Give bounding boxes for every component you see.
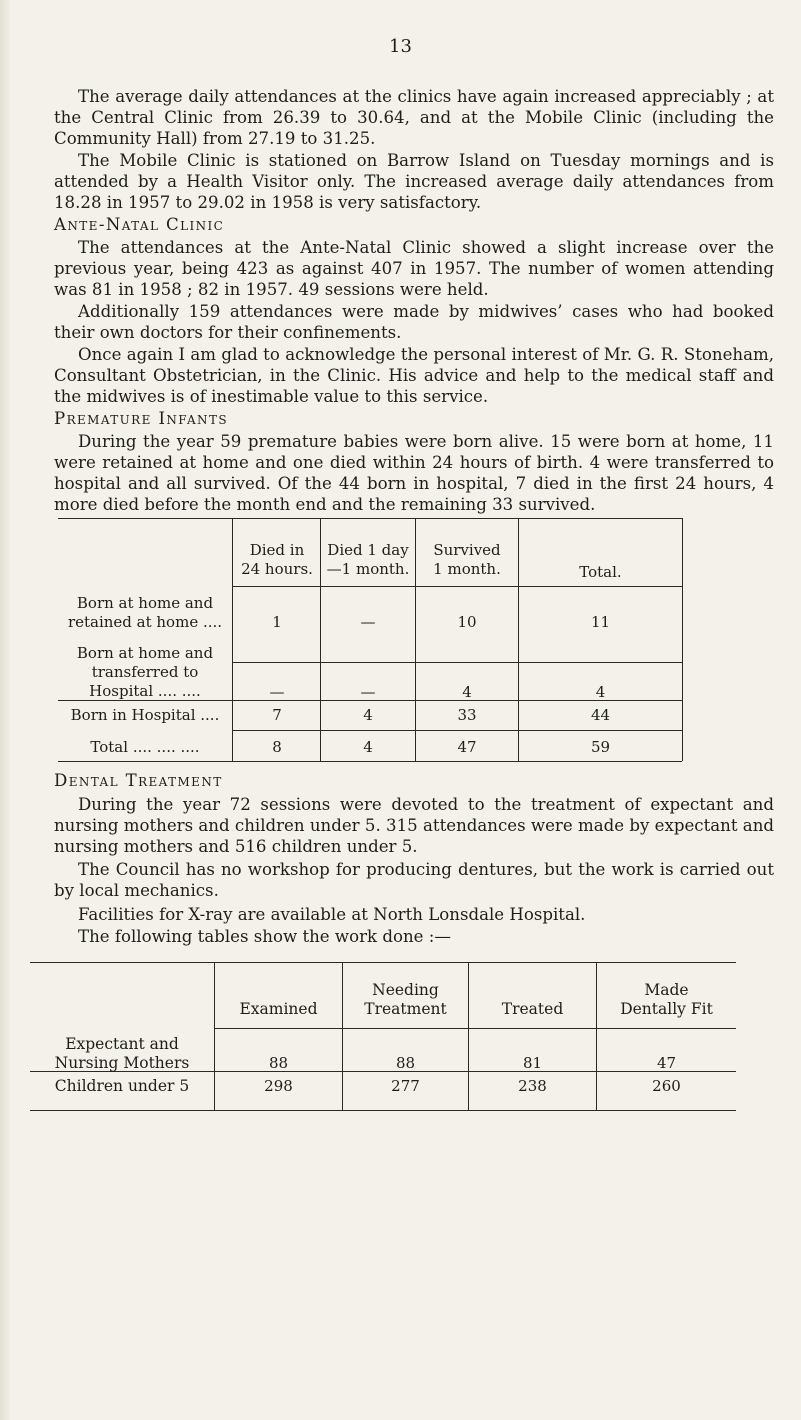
table-cell: 238 <box>518 1077 547 1095</box>
table-cell: 277 <box>391 1077 420 1095</box>
table-cell: 33 <box>457 706 477 724</box>
header-made-dentally-fit <box>597 981 736 1019</box>
row-label-total: Total .... .... .... <box>90 738 200 756</box>
header-treated: Treated <box>501 1000 564 1018</box>
row-label-line: transferred to <box>91 663 199 681</box>
header-line: Died in <box>249 541 305 559</box>
header-examined: Examined <box>239 1000 318 1018</box>
row-label-line: Nursing Mothers <box>54 1054 190 1072</box>
header-line: 24 hours. <box>241 560 313 578</box>
row-label-expectant-nursing-mothers <box>30 1035 214 1073</box>
heading-ante-natal-clinic: Ante-Natal Clinic <box>54 215 225 234</box>
header-needing-treatment <box>343 981 468 1019</box>
table-cell: 8 <box>272 738 282 756</box>
table-cell: 4 <box>363 706 373 724</box>
table-cell: 4 <box>462 683 472 701</box>
header-line: Dentally Fit <box>620 1000 713 1018</box>
paragraph-dentures-workshop: The Council has no workshop for producing dentures, but the work is carried out by local mechanics. <box>54 860 774 900</box>
table-cell: 81 <box>522 1054 543 1072</box>
paragraph-premature-babies: During the year 59 premature babies were born alive. 15 were born at home, 11 were retained at home and one died within 24 hours of birth. 4 were transferred to hospital and all survived. Of the 44 born in hospital, 7 died in the first 24 hours, 4 more died before the month end and the remaining 33 survived. <box>54 432 774 514</box>
table-cell: 260 <box>652 1077 681 1095</box>
page-number: 13 <box>389 36 412 57</box>
row-label-children-under-5: Children under 5 <box>54 1077 190 1095</box>
heading-premature-infants: Premature Infants <box>54 409 228 428</box>
header-line: Died 1 day <box>327 541 409 559</box>
header-line: Needing <box>372 981 439 999</box>
table-cell: 7 <box>272 706 282 724</box>
paragraph-x-ray-facilities: Facilities for X-ray are available at North Lonsdale Hospital. <box>78 905 586 924</box>
row-label-line: Hospital .... .... <box>89 682 201 700</box>
table-rule <box>214 1028 736 1029</box>
row-label-born-in-hospital: Born in Hospital .... <box>70 706 220 724</box>
paragraph-clinic-attendances: The average daily attendances at the clinics have again increased appreciably ; at the Central Clinic from 26.39 to 30.64, and at the Mobile Clinic (including the Community Hall) from 27.19 to 31.25. <box>54 87 774 148</box>
heading-dental-treatment: Dental Treatment <box>54 771 223 790</box>
table-cell: 4 <box>595 683 606 701</box>
row-label-line: Born at home and <box>76 594 214 612</box>
paragraph-consultant-acknowledgement: Once again I am glad to acknowledge the personal interest of Mr. G. R. Stoneham, Consultant Obstetrician, in the Clinic. His advice and help to the medical staff and the midwives is of inestimable value to this service. <box>54 345 774 406</box>
table-cell: — <box>269 683 285 701</box>
table-cell: — <box>360 613 376 631</box>
paragraph-following-tables: The following tables show the work done :— <box>78 927 451 946</box>
table-rule <box>30 1110 736 1111</box>
table-cell: 59 <box>590 738 611 756</box>
row-label-line: retained at home .... <box>67 613 223 631</box>
paragraph-midwives-cases: Additionally 159 attendances were made by midwives’ cases who had booked their own doctors for their confinements. <box>54 302 774 342</box>
header-line: —1 month. <box>326 560 410 578</box>
header-line: Survived <box>433 541 501 559</box>
table-cell: 298 <box>264 1077 293 1095</box>
table-rule <box>30 962 736 963</box>
paragraph-dental-sessions: During the year 72 sessions were devoted to the treatment of expectant and nursing mothers and children under 5. 315 attendances were made by expectant and nursing mothers and 516 children under 5. <box>54 795 774 856</box>
paragraph-ante-natal-attendances: The attendances at the Ante-Natal Clinic showed a slight increase over the previous year, being 423 as against 407 in 1957. The number of women attending was 81 in 1958 ; 82 in 1957. 49 sessions were held. <box>54 238 774 299</box>
paragraph-mobile-clinic: The Mobile Clinic is stationed on Barrow Island on Tuesday mornings and is attended by a Health Visitor only. The increased average daily attendances from 18.28 in 1957 to 29.02 in 1958 is very satisfactory. <box>54 151 774 212</box>
table-cell: 88 <box>268 1054 289 1072</box>
table-cell: 10 <box>457 613 477 631</box>
table-cell: 4 <box>363 738 373 756</box>
header-line: Treatment <box>364 1000 447 1018</box>
table-cell: 47 <box>457 738 477 756</box>
table-cell: 44 <box>590 706 611 724</box>
table-cell: 88 <box>395 1054 416 1072</box>
table-cell: — <box>360 683 376 701</box>
table-cell: 47 <box>656 1054 677 1072</box>
header-total: Total. <box>579 563 622 581</box>
header-line: 1 month. <box>433 560 501 578</box>
table-cell: 11 <box>590 613 611 631</box>
row-label-line: Expectant and <box>65 1035 179 1053</box>
table-cell: 1 <box>272 613 282 631</box>
row-label-line: Born at home and <box>76 644 214 662</box>
header-line: Made <box>644 981 689 999</box>
